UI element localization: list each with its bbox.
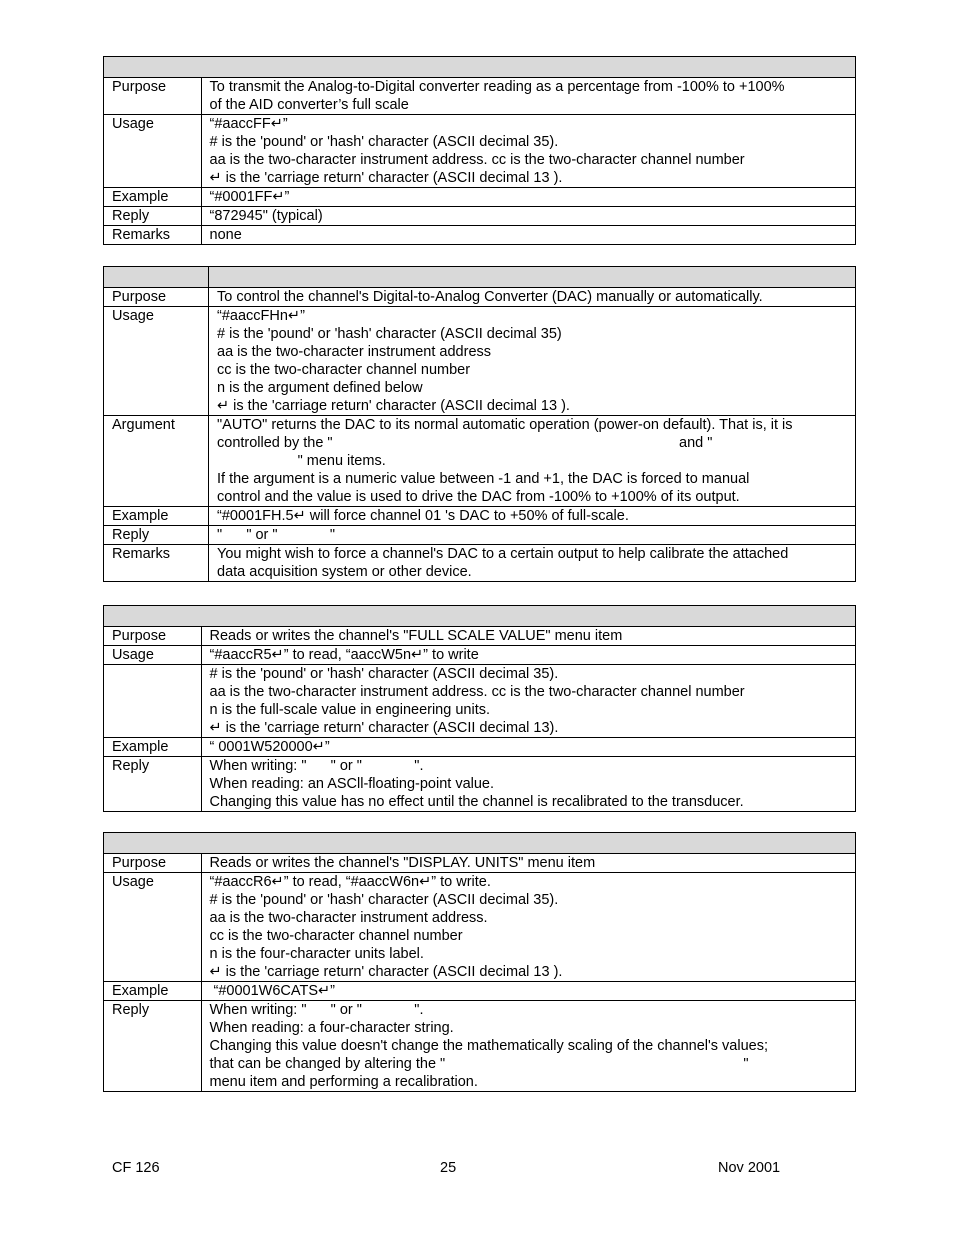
- text-line: cc is the two-character channel number: [217, 362, 471, 378]
- text-line: If the argument is a numeric value between -1 and +1, the DAC is forced to manual: [217, 471, 750, 487]
- table-row: [104, 288, 856, 307]
- text-line: that can be changed by altering the " ": [209, 1056, 749, 1072]
- text-line: ↵ is the 'carriage return' character (ASCII decimal 13).: [209, 720, 559, 736]
- text-line: Changing this value has no effect until the channel is recalibrated to the transducer.: [209, 794, 744, 810]
- text-line: “ 0001W520000↵”: [209, 739, 330, 755]
- row-content: [201, 854, 856, 873]
- text-line: aa is the two-character instrument address: [217, 344, 492, 360]
- row-label: Usage: [104, 646, 202, 665]
- row-label: Usage: [104, 115, 202, 188]
- row-label: Reply: [104, 207, 202, 226]
- table-row: [104, 416, 856, 507]
- table-row: [104, 873, 856, 982]
- text-line: control and the value is used to drive the DAC from -100% to +100% of its output.: [217, 489, 740, 505]
- row-label: Usage: [104, 307, 209, 416]
- text-line: Reads or writes the channel's "DISPLAY. UNITS" menu item: [209, 855, 596, 871]
- row-label: Reply: [104, 757, 202, 812]
- table-row: [104, 507, 856, 526]
- row-label: Purpose: [104, 627, 202, 646]
- text-line: Reads or writes the channel's "FULL SCALE VALUE" menu item: [209, 628, 623, 644]
- footer-date: Nov 2001: [718, 1160, 781, 1176]
- row-content: [209, 288, 856, 307]
- text-line: “#aaccFHn↵”: [217, 308, 305, 324]
- row-label: Example: [104, 188, 202, 207]
- text-line: of the AID converter’s full scale: [209, 97, 409, 113]
- command-table-3: [103, 605, 856, 812]
- text-line: aa is the two-character instrument address. cc is the two-character channel number: [209, 684, 745, 700]
- text-line: To control the channel's Digital-to-Analog Converter (DAC) manually or automatically.: [217, 289, 763, 305]
- text-line: You might wish to force a channel's DAC to a certain output to help calibrate the attached: [217, 546, 789, 562]
- text-line: ↵ is the 'carriage return' character (ASCII decimal 13 ).: [209, 170, 563, 186]
- row-label: Reply: [104, 1001, 202, 1092]
- table-row: [104, 665, 856, 738]
- command-table-1: [103, 56, 856, 245]
- table-row: [104, 646, 856, 665]
- row-content: [201, 757, 856, 812]
- row-content: [201, 646, 856, 665]
- text-line: " menu items.: [217, 453, 386, 469]
- text-line: Changing this value doesn't change the mathematically scaling of the channel's values;: [209, 1038, 768, 1054]
- text-line: aa is the two-character instrument address. cc is the two-character channel number: [209, 152, 745, 168]
- row-content: [201, 1001, 856, 1092]
- row-label: Example: [104, 738, 202, 757]
- row-content: [201, 627, 856, 646]
- row-label: Purpose: [104, 854, 202, 873]
- table-header-bar: [104, 57, 856, 78]
- text-line: # is the 'pound' or 'hash' character (ASCII decimal 35).: [209, 134, 559, 150]
- table-row: [104, 738, 856, 757]
- row-label: Remarks: [104, 545, 209, 582]
- row-label: Example: [104, 982, 202, 1001]
- row-label: Reply: [104, 526, 209, 545]
- table-header-bar: [104, 606, 856, 627]
- text-line: When reading: a four-character string.: [209, 1020, 454, 1036]
- text-line: “#0001W6CATS↵”: [209, 983, 336, 999]
- text-line: # is the 'pound' or 'hash' character (ASCII decimal 35): [217, 326, 562, 342]
- text-line: n is the four-character units label.: [209, 946, 424, 962]
- text-line: ↵ is the 'carriage return' character (ASCII decimal 13 ).: [209, 964, 563, 980]
- table-row: [104, 757, 856, 812]
- text-line: # is the 'pound' or 'hash' character (ASCII decimal 35).: [209, 666, 559, 682]
- text-line: menu item and performing a recalibration.: [209, 1074, 478, 1090]
- text-line: none: [209, 227, 242, 243]
- command-table-2: [103, 266, 856, 582]
- table-row: [104, 207, 856, 226]
- text-line: “#aaccR6↵” to read, “#aaccW6n↵” to write.: [209, 874, 491, 890]
- table-row: [104, 307, 856, 416]
- table-row: [104, 545, 856, 582]
- text-line: # is the 'pound' or 'hash' character (ASCII decimal 35).: [209, 892, 559, 908]
- table-row: [104, 188, 856, 207]
- row-label: Argument: [104, 416, 209, 507]
- row-content: [201, 207, 856, 226]
- row-content: [201, 873, 856, 982]
- row-content: [209, 507, 856, 526]
- text-line: “#0001FH.5↵ will force channel 01 's DAC to +50% of full-scale.: [217, 508, 629, 524]
- row-content: [209, 307, 856, 416]
- row-label: [104, 665, 202, 738]
- text-line: data acquisition system or other device.: [217, 564, 472, 580]
- text-line: n is the full-scale value in engineering units.: [209, 702, 490, 718]
- text-line: aa is the two-character instrument address.: [209, 910, 488, 926]
- row-content: [201, 665, 856, 738]
- text-line: When writing: " " or " ".: [209, 758, 424, 774]
- text-line: “#0001FF↵”: [209, 189, 290, 205]
- row-label: Purpose: [104, 78, 202, 115]
- footer-doc-id: CF 126: [112, 1160, 160, 1176]
- table-row: [104, 1001, 856, 1092]
- table-header-bar: [104, 267, 856, 288]
- text-line: "AUTO" returns the DAC to its normal automatic operation (power-on default). That is, it is: [217, 417, 793, 433]
- row-content: [209, 545, 856, 582]
- row-label: Example: [104, 507, 209, 526]
- text-line: When reading: an ASCll-floating-point value.: [209, 776, 495, 792]
- text-line: ↵ is the 'carriage return' character (ASCII decimal 13 ).: [217, 398, 570, 414]
- text-line: “#aaccR5↵” to read, “aaccW5n↵” to write: [209, 647, 479, 663]
- text-line: “872945" (typical): [209, 208, 323, 224]
- text-line: cc is the two-character channel number: [209, 928, 463, 944]
- command-table-4: [103, 832, 856, 1092]
- footer-page-number: 25: [440, 1160, 457, 1176]
- row-content: [201, 982, 856, 1001]
- table-row: [104, 854, 856, 873]
- table-row: [104, 115, 856, 188]
- row-content: [201, 738, 856, 757]
- table-header-bar: [104, 833, 856, 854]
- table-row: [104, 982, 856, 1001]
- text-line: n is the argument defined below: [217, 380, 423, 396]
- table-row: [104, 226, 856, 245]
- row-content: [209, 526, 856, 545]
- text-line: " " or " ": [217, 527, 336, 543]
- row-content: [209, 416, 856, 507]
- text-line: controlled by the " and ": [217, 435, 713, 451]
- table-row: [104, 78, 856, 115]
- row-label: Remarks: [104, 226, 202, 245]
- row-label: Purpose: [104, 288, 209, 307]
- table-row: [104, 526, 856, 545]
- text-line: To transmit the Analog-to-Digital converter reading as a percentage from -100% to +100%: [209, 79, 785, 95]
- row-label: Usage: [104, 873, 202, 982]
- table-row: [104, 627, 856, 646]
- row-content: [201, 188, 856, 207]
- text-line: When writing: " " or " ".: [209, 1002, 424, 1018]
- row-content: [201, 78, 856, 115]
- text-line: “#aaccFF↵”: [209, 116, 288, 132]
- row-content: [201, 115, 856, 188]
- row-content: [201, 226, 856, 245]
